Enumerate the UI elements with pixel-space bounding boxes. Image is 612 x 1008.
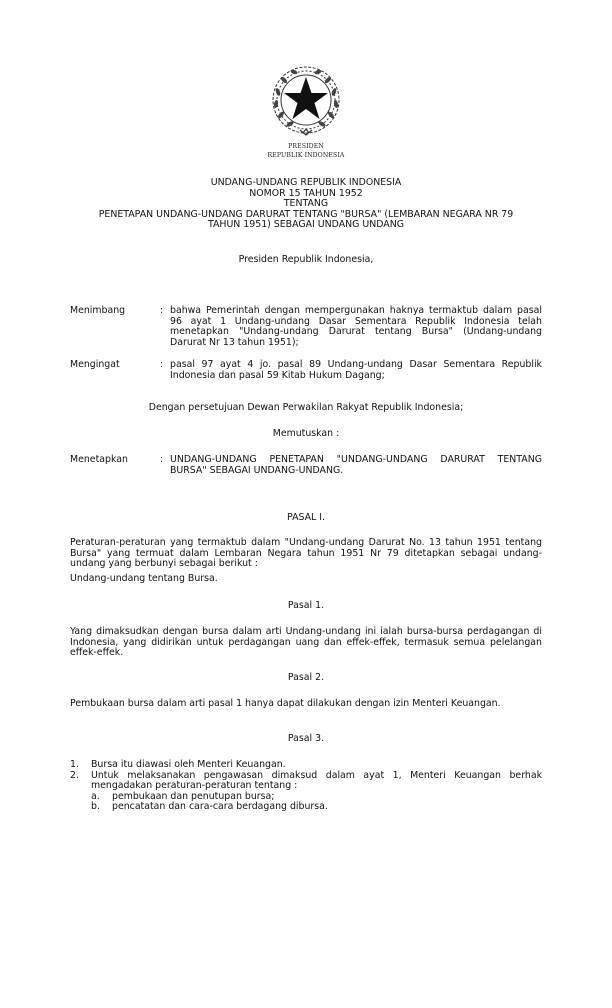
sub-list-item-text: pembukaan dan penutupan bursa;: [112, 790, 275, 802]
pasal-1-heading: Pasal 1.: [287, 600, 325, 611]
pasal-I-subtitle: Undang-undang tentang Bursa.: [70, 573, 218, 584]
pasal-3-list: [70, 760, 542, 813]
menimbang-colon: :: [160, 305, 164, 316]
sub-list-item-letter: b.: [91, 801, 100, 813]
list-item-number: 2.: [70, 769, 79, 781]
president-heading: Presiden Republik Indonesia,: [238, 254, 374, 265]
emblem-caption: [206, 142, 406, 160]
title-line-3: TENTANG: [283, 198, 329, 209]
title-line-5: TAHUN 1951) SEBAGAI UNDANG UNDANG: [207, 219, 404, 230]
sub-list-item: [91, 802, 542, 813]
sub-list-item-text: pencatatan dan cara-cara berdagang dibursa.: [112, 801, 328, 813]
persetujuan-line: Dengan persetujuan Dewan Perwakilan Rakyat Republik Indonesia;: [148, 402, 464, 413]
list-item-number: 1.: [70, 759, 79, 770]
list-item: [70, 771, 542, 813]
pasal-1-text: Yang dimaksudkan dengan bursa dalam arti Undang-undang ini ialah bursa-bursa perdagangan di Indonesia, yang didirikan untuk perdagangan uang dan effek-effek, termasuk semua pelelangan effek-effek.: [70, 626, 542, 659]
menetapkan-text: UNDANG-UNDANG PENETAPAN "UNDANG-UNDANG DARURAT TENTANG BURSA" SEBAGAI UNDANG-UNDANG.: [170, 454, 542, 476]
list-item-text: Untuk melaksanakan pengawasan dimaksud dalam ayat 1, Menteri Keuangan berhak mengadakan peraturan-peraturan tentang :: [91, 769, 542, 792]
title-line-2: NOMOR 15 TAHUN 1952: [249, 187, 363, 199]
menetapkan-colon: :: [160, 454, 164, 465]
mengingat-text: pasal 97 ayat 4 jo. pasal 89 Undang-undang Dasar Sementara Republik Indonesia dan pasal 59 Kitab Hukum Dagang;: [170, 359, 542, 381]
garuda-star-emblem-icon: [266, 62, 346, 142]
menimbang-text: bahwa Pemerintah dengan mempergunakan haknya termaktub dalam pasal 96 ayat 1 Undang-undang Dasar Sementara Republik Indonesia telah menetapkan "Undang-undang Darurat tentang Bursa" (Undang-undang Darurat Nr 13 tahun 1951);: [170, 305, 542, 348]
menimbang-label: Menimbang: [70, 305, 126, 316]
pasal-2-heading: Pasal 2.: [287, 672, 325, 683]
caption-republik-indonesia: REPUBLIK INDONESIA: [267, 152, 345, 159]
memutuskan-heading: Memutuskan :: [272, 428, 340, 439]
pasal-3-heading: Pasal 3.: [287, 733, 325, 744]
title-line-1: UNDANG-UNDANG REPUBLIK INDONESIA: [210, 177, 402, 188]
caption-presiden: PRESIDEN: [288, 143, 324, 150]
sub-list-item-letter: a.: [91, 790, 100, 802]
list-item-text: Bursa itu diawasi oleh Menteri Keuangan.: [91, 759, 286, 770]
document-title: [40, 178, 572, 231]
menetapkan-label: Menetapkan: [70, 454, 128, 465]
title-line-4: PENETAPAN UNDANG-UNDANG DARURAT TENTANG "BURSA" (LEMBARAN NEGARA NR 79: [98, 208, 514, 220]
mengingat-label: Mengingat: [70, 359, 120, 370]
pasal-I-heading: PASAL I.: [287, 512, 325, 523]
list-item: [70, 760, 542, 771]
pasal-I-text: Peraturan-peraturan yang termaktub dalam "Undang-undang Darurat No. 13 tahun 1951 tentang Bursa" yang termuat dalam Lembaran Negara tahun 1951 Nr 79 ditetapkan sebagai undang- undang yang berbunyi sebagai berikut :: [70, 537, 542, 570]
mengingat-colon: :: [160, 359, 164, 370]
pasal-2-text: Pembukaan bursa dalam arti pasal 1 hanya dapat dilakukan dengan izin Menteri Keuangan.: [70, 698, 501, 709]
